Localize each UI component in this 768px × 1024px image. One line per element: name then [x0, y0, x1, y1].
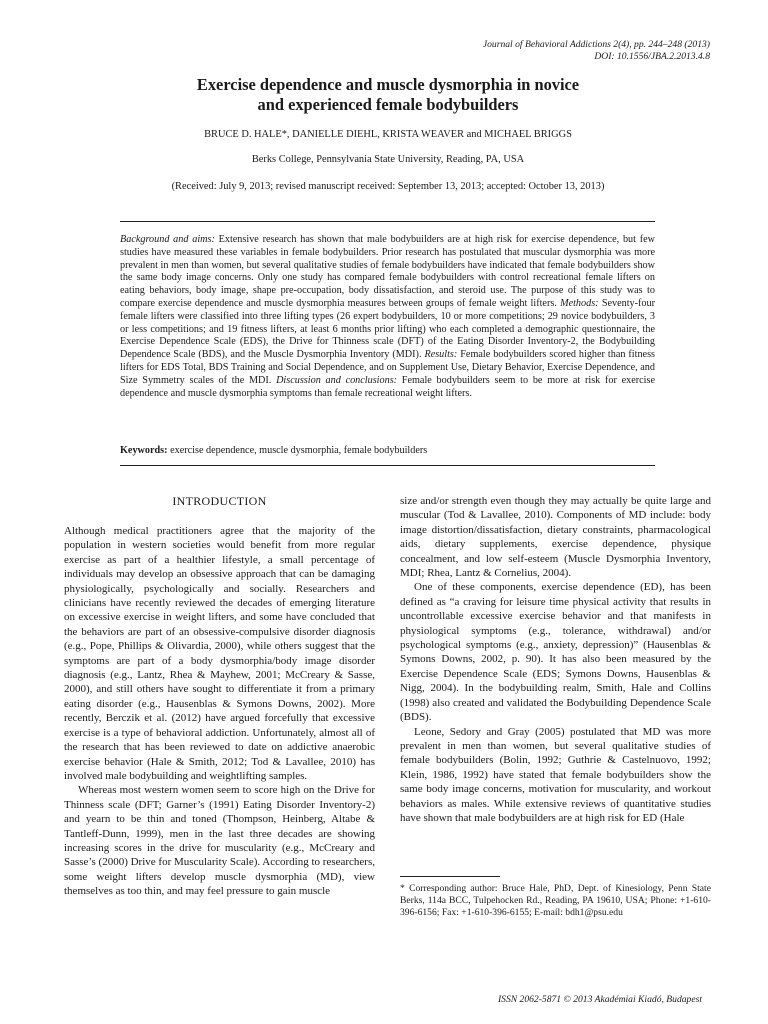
abstract-label-discussion: Discussion and conclusions: — [276, 374, 398, 386]
abstract-text-discussion: Female bodybuilders seem to be more at risk for exercise dependence and muscle dysmorphia symptoms than female recreational weight lifters. — [120, 374, 655, 399]
keywords — [120, 444, 655, 457]
body-paragraph: One of these components, exercise dependence (ED), has been defined as “a craving for leisure time physical activity that results in uncontrollable excessive exercise behavior and that manifests in physiological symptoms (e.g., tolerance, withdrawal) and/or psychological symptoms (e.g., anxiety, depression)” (Hausenblas & Symons Downs, 2002, p. 90). It has also been measured by the Exercise Dependence Scale (EDS; Symons Downs, Hausenblas & Nigg, 2004). In the bodybuilding realm, Smith, Hale and Collins (1998) also created and validated the Bodybuilding Dependence Scale (BDS). — [400, 581, 711, 724]
body-paragraph: size and/or strength even though they may actually be quite large and muscular (Tod & Lavallee, 2010). Components of MD include: body image distortion/dissatisfaction, dietary constraints, pharmacological aids, dietary supplements, exercise dependence, physique concealment, and low self-esteem (Muscle Dysmorphia Inventory, MDI; Rhea, Lantz & Cornelius, 2004). — [400, 495, 711, 580]
journal-citation-line: Journal of Behavioral Addictions 2(4), pp. 244–248 (2013) — [482, 39, 710, 50]
footnote — [400, 883, 711, 920]
title-line-2: and experienced female bodybuilders — [257, 95, 519, 114]
title-line-1: Exercise dependence and muscle dysmorphia in novice — [196, 75, 580, 94]
submission-dates: (Received: July 9, 2013; revised manuscript received: September 13, 2013; accepted: October 13, 2013) — [171, 181, 605, 192]
abstract-bottom-rule — [120, 465, 655, 466]
abstract — [120, 234, 655, 400]
abstract-text-methods: Seventy-four female lifters were classified into three lifting types (26 expert bodybuilders, 10 or more competitions; 29 novice bodybuilders, 3 or less competitions; and 19 fitness lifters, at least 6 months prior lifting) who each completed a demographic questionnaire, the Exercise Dependence Scale (EDS), the Drive for Thinness scale (DFT) of the Eating Disorder Inventory-2, the Bodybuilding Dependence Scale (BDS), and the Muscle Dysmorphia Inventory (MDI). — [120, 297, 656, 361]
abstract-text-background: Extensive research has shown that male bodybuilders are at high risk for exercise dependence, but few studies have measured these variables in female bodybuilders. Prior research has postulated that muscular dysmorphia was more prevalent in men than women, but several qualitative studies of female bodybuilders have indicated that female bodybuilders show the same body image concerns. Only one study has compared female bodybuilders with control recreational female lifters on eating behaviors, body image, shape pre-occupation, body dissatisfaction, and steroid use. The purpose of this study was to compare exercise dependence and muscle dysmorphia measures between groups of female weight lifters. — [120, 234, 655, 309]
left-column — [64, 494, 375, 899]
abstract-label-results: Results: — [424, 349, 458, 361]
abstract-label-methods: Methods: — [560, 297, 599, 309]
body-paragraph: Whereas most western women seem to score high on the Drive for Thinness scale (DFT; Garner’s (1991) Eating Disorder Inventory-2) and yearn to be thin and toned (Thompson, Heinberg, Altabe & Tantleff-Dunn, 1999), men in the last three decades are showing increasing scores in the drive for muscularity (e.g., McCreary and Sasse’s (2000) Drive for Muscularity Scale). According to researchers, some weight lifters develop muscle dysmorphia (MD), view themselves as too thin, and may feel pressure to gain muscle — [64, 784, 375, 898]
right-column — [400, 494, 711, 825]
author-list: BRUCE D. HALE*, DANIELLE DIEHL, KRISTA WEAVER and MICHAEL BRIGGS — [204, 129, 572, 140]
abstract-top-rule — [120, 221, 655, 222]
footnote-rule — [400, 876, 500, 877]
abstract-text-results: Female bodybuilders scored higher than fitness lifters for EDS Total, BDS Training and Social Dependence, and on Supplement Use, Dietary Behavior, Exercise Dependence, and Size Symmetry scales of the MDI. — [120, 349, 655, 386]
body-paragraph: Although medical practitioners agree that the majority of the population in western societies would benefit from more regular exercise as part of a healthier lifestyle, a small percentage of individuals may develop an obsessive approach that can be damaging physiologically, psychologically and socially. Researchers and clinicians have recently reviewed the decades of emerging literature on excessive exercise in weight lifters, and some have concluded that the behaviors are part of an obsessive-compulsive disorder diagnosis (e.g., Pope, Phillips & Olivardia, 2000), while others suggest that the symptoms are part of a body dysmorphia/body image disorder diagnosis (e.g., Lantz, Rhea & Mayhew, 2001; McCreary & Sasse, 2000), and still others have sought to differentiate it from a primary eating disorder (e.g., Hausenblas & Symons Downs, 2002). More recently, Berczik et al. (2012) have argued forcefully that excessive exercise is a type of behavioral addiction. Unfortunately, almost all of the research that has been reviewed to date on addictive anaerobic exercise behavior (Hale & Smith, 2012; Tod & Lavallee, 2010) has involved male bodybuilding and weightlifting samples. — [64, 525, 375, 782]
body-paragraph: Leone, Sedory and Gray (2005) postulated that MD was more prevalent in men than women, but several qualitative studies of female bodybuilders (Bolin, 1992; Guthrie & Castelnuovo, 1992; Klein, 1986, 1992) have stated that female bodybuilders show the same body image concerns, motivation for muscularity, and workout behaviors as males. While extensive reviews of quantitative studies have shown that male bodybuilders are at high risk for ED (Hale — [400, 725, 711, 824]
doi-line: DOI: 10.1556/JBA.2.2013.4.8 — [594, 51, 710, 62]
keywords-text: exercise dependence, muscle dysmorphia, female bodybuilders — [167, 445, 428, 456]
footer-issn: ISSN 2062-5871 © 2013 Akadémiai Kiadó, Budapest — [497, 994, 702, 1005]
introduction-heading: INTRODUCTION — [172, 494, 267, 508]
article-title — [100, 75, 676, 115]
affiliation: Berks College, Pennsylvania State University, Reading, PA, USA — [251, 154, 525, 165]
corresponding-author-note: * Corresponding author: Bruce Hale, PhD, Dept. of Kinesiology, Penn State Berks, 114a BCC, Tulpehocken Rd., Reading, PA 19610, USA; Phone: +1-610-396-6156; Fax: +1-610-396-6155; E-mail: bdh1@psu.edu — [400, 883, 711, 919]
keywords-label: Keywords: — [120, 445, 168, 456]
journal-reference — [483, 39, 710, 63]
abstract-label-background: Background and aims: — [120, 234, 215, 245]
